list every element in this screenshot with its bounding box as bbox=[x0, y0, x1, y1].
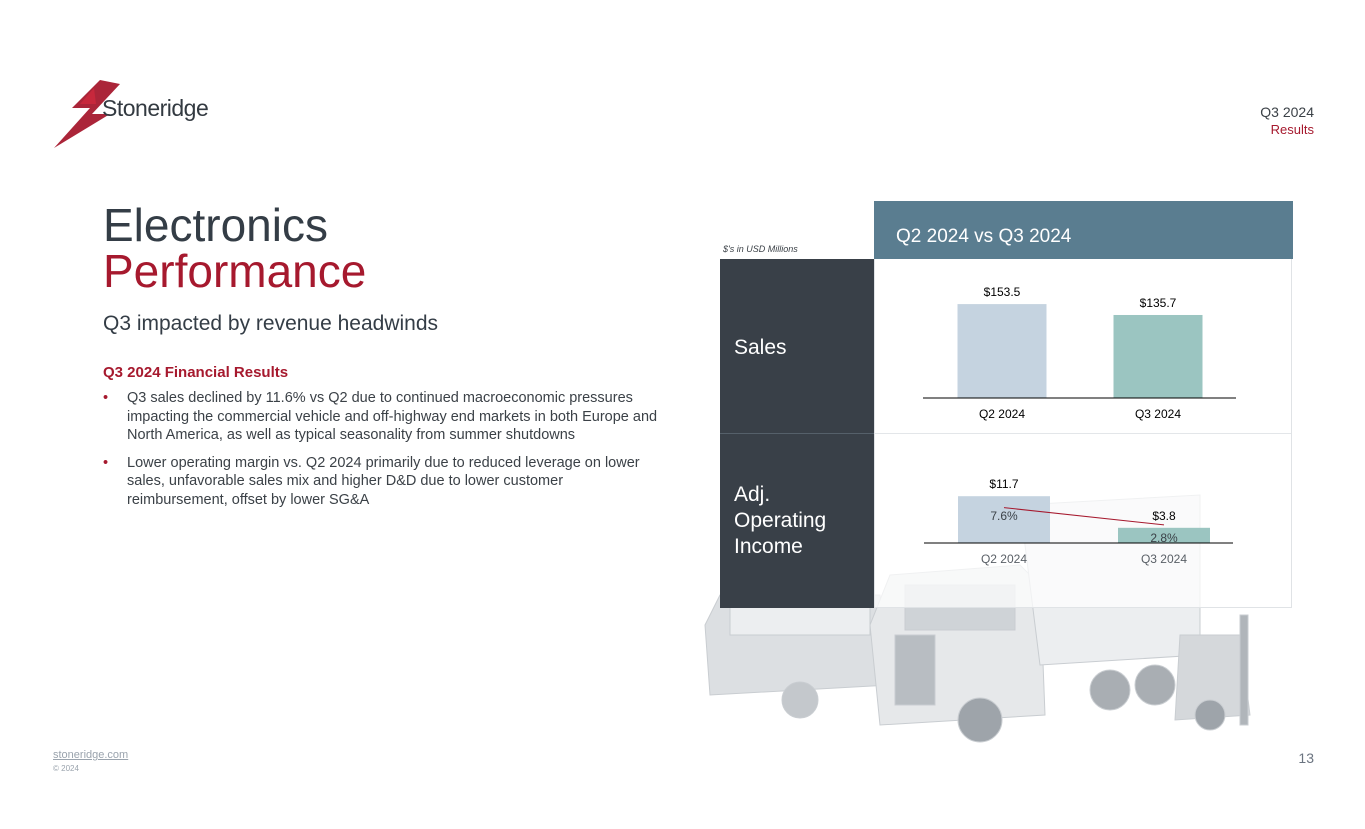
bar-value-label: $153.5 bbox=[983, 285, 1021, 300]
category-tick-label: Q3 2024 bbox=[1134, 407, 1182, 421]
bullet-icon: • bbox=[103, 454, 109, 471]
footer-copyright: © 2024 bbox=[53, 764, 79, 773]
category-tick-label: Q2 2024 bbox=[980, 552, 1028, 566]
bullet-item bbox=[103, 454, 663, 510]
bullet-text: Q3 sales declined by 11.6% vs Q2 due to continued macroeconomic pressures impacting the commercial vehicle and off-highway end markets in both Europe and North America, as well as typical seasonality from summer shutdowns bbox=[127, 390, 658, 443]
page-title-line1: Electronics bbox=[103, 199, 328, 251]
results-bullet-list bbox=[103, 389, 663, 518]
chart-bar bbox=[1114, 315, 1203, 398]
comparison-header-title: Q2 2024 vs Q3 2024 bbox=[896, 226, 1072, 247]
sales-row-label: Sales bbox=[734, 336, 787, 359]
units-note: $'s in USD Millions bbox=[723, 244, 798, 254]
margin-percent-label: 7.6% bbox=[990, 509, 1018, 524]
category-tick-label: Q2 2024 bbox=[978, 407, 1026, 421]
margin-percent-label: 2.8% bbox=[1150, 531, 1178, 545]
footer-website-link[interactable]: stoneridge.com bbox=[53, 749, 129, 761]
period-label: Q3 2024 bbox=[1260, 104, 1314, 120]
bar-value-label: $135.7 bbox=[1139, 295, 1177, 310]
period-sublabel: Results bbox=[1270, 122, 1314, 137]
comparison-charts bbox=[874, 259, 1290, 607]
results-heading: Q3 2024 Financial Results bbox=[103, 364, 289, 381]
category-tick-label: Q3 2024 bbox=[1140, 552, 1188, 566]
page-subtitle: Q3 impacted by revenue headwinds bbox=[103, 312, 439, 335]
bar-value-label: $11.7 bbox=[989, 477, 1019, 492]
page-number: 13 bbox=[1298, 750, 1314, 766]
page-title-line2: Performance bbox=[103, 245, 367, 297]
operating-income-row-label: Adj. Operating Income bbox=[734, 483, 827, 558]
logo-wordmark: Stoneridge bbox=[102, 95, 209, 121]
chart-bar bbox=[958, 304, 1047, 398]
bullet-text: Lower operating margin vs. Q2 2024 primarily due to reduced leverage on lower sales, unfavorable sales mix and higher D&D due to lower customer reimbursement, offset by lower SG&A bbox=[127, 454, 640, 508]
bar-value-label: $3.8 bbox=[1152, 508, 1176, 523]
bullet-item bbox=[103, 389, 663, 445]
bullet-icon: • bbox=[103, 390, 109, 406]
